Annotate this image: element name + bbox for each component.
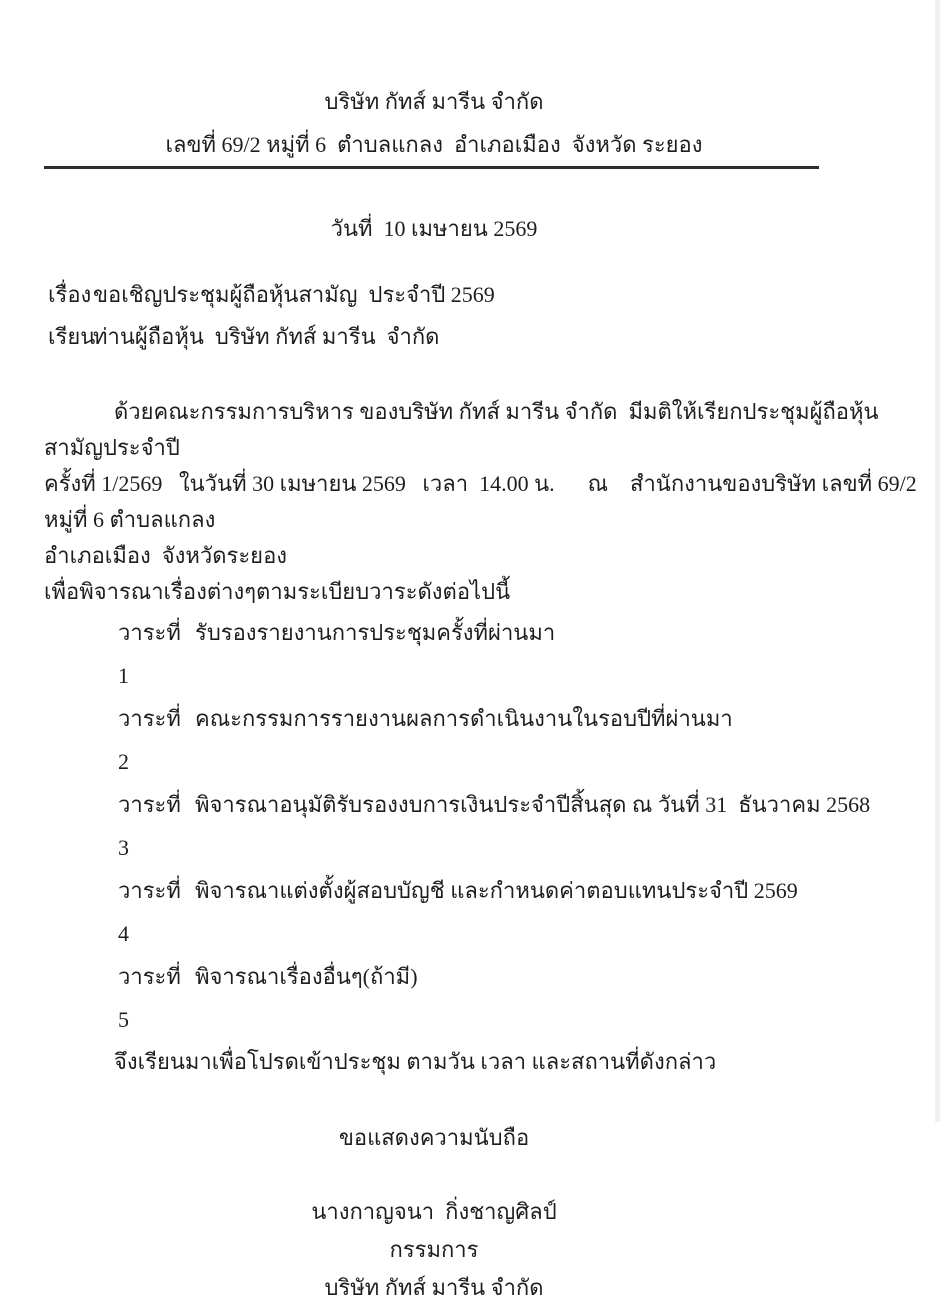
agenda-item-text: พิจารณาเรื่องอื่นๆ(ถ้ามี) (195, 963, 418, 989)
paragraph-line: ด้วยคณะกรรมการบริหาร ของบริษัท กัทส์ มารีน จำกัด มีมติให้เรียกประชุมผู้ถือหุ้นสามัญประจำปี (44, 398, 879, 460)
closing-request-line: จึงเรียนมาเพื่อโปรดเข้าประชุม ตามวัน เวลา และสถานที่ดังกล่าว (114, 1048, 717, 1074)
paragraph-line: เพื่อพิจารณาเรื่องต่างๆตามระเบียบวาระดังต่อไปนี้ (44, 578, 511, 604)
recipient-text: ท่านผู้ถือหุ้น บริษัท กัทส์ มารีน จำกัด (93, 323, 440, 349)
agenda-item-3 (118, 783, 924, 869)
agenda-item-label: วาระที่ 5 (118, 963, 187, 1032)
salutation: ขอแสดงความนับถือ (338, 1124, 530, 1150)
recipient-row (48, 319, 924, 355)
agenda-item-text: พิจารณาแต่งตั้งผู้สอบบัญชี และกำหนดค่าตอบแทนประจำปี 2569 (195, 877, 798, 903)
subject-text: ขอเชิญประชุมผู้ถือหุ้นสามัญ ประจำปี 2569 (93, 281, 495, 307)
body-paragraph (44, 394, 924, 610)
scan-edge-shadow (935, 0, 940, 1122)
agenda-item-text: คณะกรรมการรายงานผลการดำเนินงานในรอบปีที่ผ่านมา (195, 705, 733, 731)
agenda-item-2 (118, 697, 924, 783)
agenda-item-label: วาระที่ 4 (118, 877, 187, 946)
paragraph-line: อำเภอเมือง จังหวัดระยอง (44, 542, 288, 568)
letter-content (44, 0, 924, 1306)
agenda-item-text: รับรองรายงานการประชุมครั้งที่ผ่านมา (195, 619, 556, 645)
signatory-title: กรรมการ (389, 1236, 479, 1262)
signatory-name: นางกาญจนา กิ่งชาญศิลป์ (311, 1198, 557, 1224)
company-address: เลขที่ 69/2 หมู่ที่ 6 ตำบลแกลง อำเภอเมือง จังหวัด ระยอง (165, 132, 703, 157)
agenda-item-4 (118, 869, 924, 955)
agenda-item-5 (118, 955, 924, 1041)
agenda-item-text: พิจารณาอนุมัติรับรองงบการเงินประจำปีสิ้นสุด ณ วันที่ 31 ธันวาคม 2568 (195, 791, 871, 817)
header-divider-rule (44, 166, 819, 169)
agenda-item-1 (118, 611, 924, 697)
recipient-label: เรียน (48, 323, 96, 349)
subject-row (48, 277, 924, 313)
agenda-list (44, 611, 924, 1041)
agenda-item-label: วาระที่ 1 (118, 619, 187, 688)
agenda-item-label: วาระที่ 2 (118, 705, 187, 774)
paragraph-line: ครั้งที่ 1/2569 ในวันที่ 30 เมษายน 2569 เวลา 14.00 น. ณ สำนักงานของบริษัท เลขที่ 69/2 หมู่ที่ 6 ตำบลแกลง (44, 470, 923, 532)
subject-label: เรื่อง (48, 281, 92, 307)
company-name-header: บริษัท กัทส์ มารีน จำกัด (324, 89, 544, 114)
letter-date: วันที่ 10 เมษายน 2569 (330, 215, 538, 241)
signatory-company: บริษัท กัทส์ มารีน จำกัด (324, 1274, 544, 1300)
agenda-item-label: วาระที่ 3 (118, 791, 187, 860)
